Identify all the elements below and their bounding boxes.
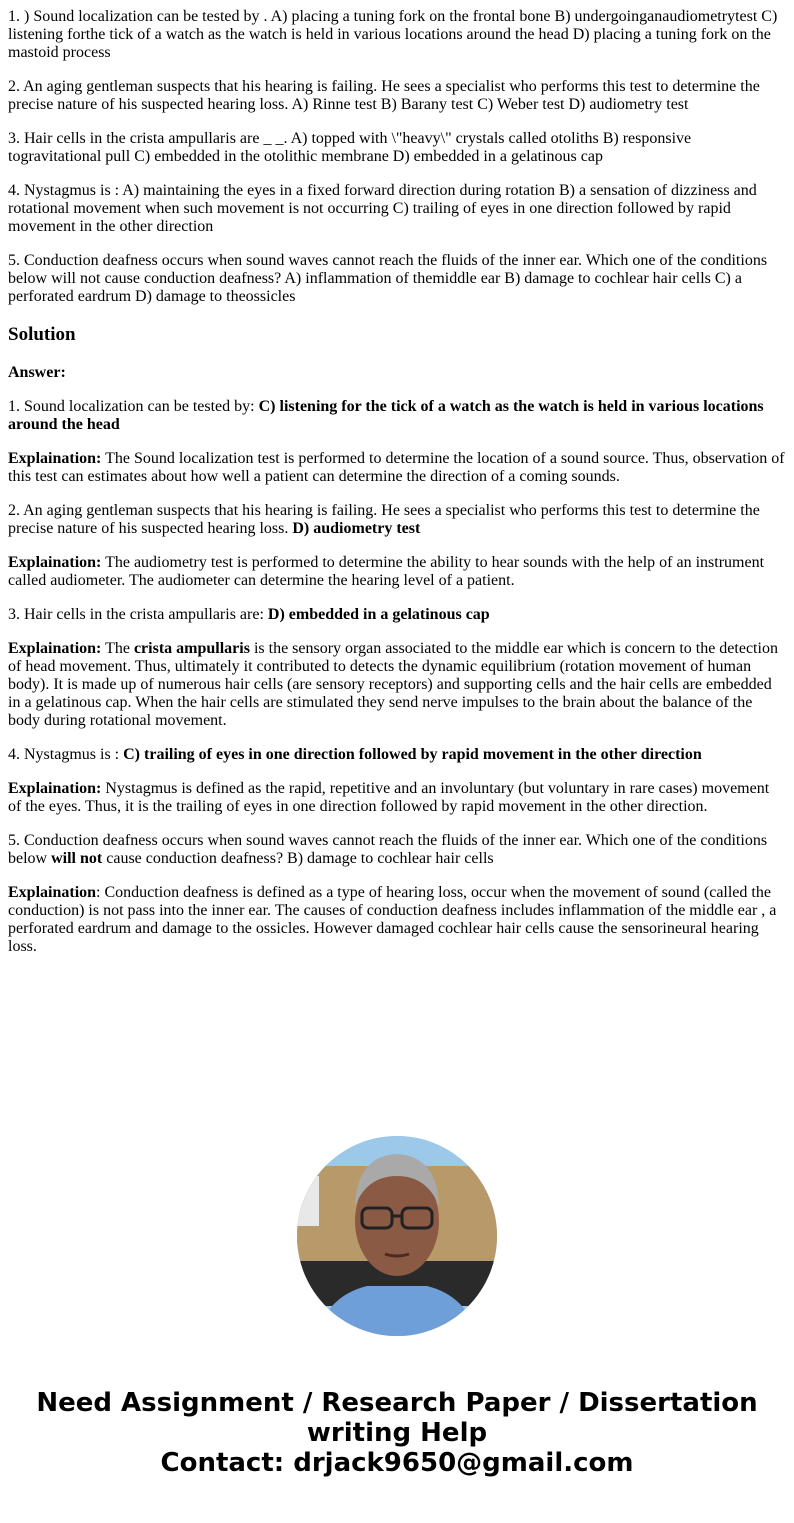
answer-4	[8, 746, 786, 764]
answer-label-text: Answer:	[8, 364, 66, 381]
solution-heading: Solution	[8, 324, 76, 345]
answer-5	[8, 832, 786, 868]
explanation-text: The Sound localization test is performed to determine the location of a sound source. Thus, observation of this test can estimates about how well a patient can determine the direction of a coming sounds.	[8, 450, 785, 485]
explanation-label: Explaination:	[8, 554, 102, 571]
answer-choice: C) listening for the tick of a watch as the watch is held in various locations around the head	[8, 398, 764, 433]
footer-banner	[8, 1388, 786, 1478]
footer-contact: Contact: drjack9650@gmail.com	[160, 1448, 634, 1478]
explanation-text: Nystagmus is defined as the rapid, repetitive and an involuntary (but voluntary in rare cases) movement of the eyes. Thus, it is the trailing of eyes in one direction followed by rapid movement in the other direction.	[8, 780, 770, 815]
answer-text: 4. Nystagmus is :	[8, 746, 124, 763]
answer-choice: C) trailing of eyes in one direction followed by rapid movement in the other direction	[123, 746, 702, 763]
answer-text: 1. Sound localization can be tested by:	[8, 398, 259, 415]
question-3: 3. Hair cells in the crista ampullaris are _ _. A) topped with \"heavy\" crystals called otoliths B) responsive togravitational pull C) embedded in the otolithic membrane D) embedded in a gelatinous cap	[8, 130, 692, 165]
answer-3	[8, 606, 786, 624]
explanation-label: Explaination	[8, 884, 97, 901]
answer-emphasis: will not	[51, 850, 103, 867]
explanation-label: Explaination:	[8, 450, 102, 467]
author-photo	[297, 1136, 497, 1336]
explanation-2	[8, 554, 786, 590]
footer-help-text: Need Assignment / Research Paper / Dissertation writing Help	[36, 1388, 758, 1448]
explanation-text: is the sensory organ associated to the middle ear which is concern to the detection of head movement. Thus, ultimately it contributed to detects the dynamic equilibrium (rotation movement of human body). It is made up of numerous hair cells (are sensory receptors) and supporting cells and the hair cells are embedded in a gelatinous cap. When the hair cells are stimulated they send nerve impulses to the brain about the balance of the body during rotational movement.	[8, 640, 778, 729]
answer-text: 2. An aging gentleman suspects that his hearing is failing. He sees a specialist who performs this test to determine the precise nature of his suspected hearing loss.	[8, 502, 760, 537]
author-photo-container	[8, 1136, 786, 1336]
answer-text: 3. Hair cells in the crista ampullaris are:	[8, 606, 268, 623]
answer-choice: D) audiometry test	[292, 520, 421, 537]
answer-text: 5. Conduction deafness occurs when sound waves cannot reach the fluids of the inner ear. Which one of the conditions below	[8, 832, 768, 867]
answer-1	[8, 398, 786, 434]
question-2: 2. An aging gentleman suspects that his hearing is failing. He sees a specialist who performs this test to determine the precise nature of his suspected hearing loss. A) Rinne test B) Barany test C) Weber test D) audiometry test	[8, 78, 760, 113]
explanation-text: The audiometry test is performed to determine the ability to hear sounds with the help of an instrument called audiometer. The audiometer can determine the hearing level of a patient.	[8, 554, 765, 589]
answer-choice: D) embedded in a gelatinous cap	[267, 606, 490, 623]
answer-label	[8, 364, 786, 382]
explanation-4	[8, 780, 786, 816]
explanation-5	[8, 884, 786, 956]
question-4: 4. Nystagmus is : A) maintaining the eyes in a fixed forward direction during rotation B) a sensation of dizziness and rotational movement when such movement is not occurring C) trailing of eyes in one direction followed by rapid movement in the other direction	[8, 182, 757, 235]
question-block	[8, 8, 786, 306]
explanation-3	[8, 640, 786, 730]
explanation-term: crista ampullaris	[133, 640, 250, 657]
explanation-label: Explaination:	[8, 780, 102, 797]
explanation-label: Explaination:	[8, 640, 102, 657]
answer-text: cause conduction deafness? B) damage to cochlear hair cells	[102, 850, 494, 867]
explanation-text: The	[101, 640, 134, 657]
question-1: 1. ) Sound localization can be tested by . A) placing a tuning fork on the frontal bone B) undergoinganaudiometrytest C) listening forthe tick of a watch as the watch is held in various locations around the head D) placing a tuning fork on the mastoid process	[8, 8, 778, 61]
question-5: 5. Conduction deafness occurs when sound waves cannot reach the fluids of the inner ear. Which one of the conditions below will not cause conduction deafness? A) inflammation of themiddle ear B) damage to cochlear hair cells C) a perforated eardrum D) damage to theossicles	[8, 252, 768, 305]
explanation-1	[8, 450, 786, 486]
answer-2	[8, 502, 786, 538]
author-portrait-image	[297, 1136, 497, 1336]
explanation-text: : Conduction deafness is defined as a type of hearing loss, occur when the movement of sound (called the conduction) is not pass into the inner ear. The causes of conduction deafness includes inflammation of the middle ear , a perforated eardrum and damage to the ossicles. However damaged cochlear hair cells cause the sensorineural hearing loss.	[8, 884, 777, 955]
